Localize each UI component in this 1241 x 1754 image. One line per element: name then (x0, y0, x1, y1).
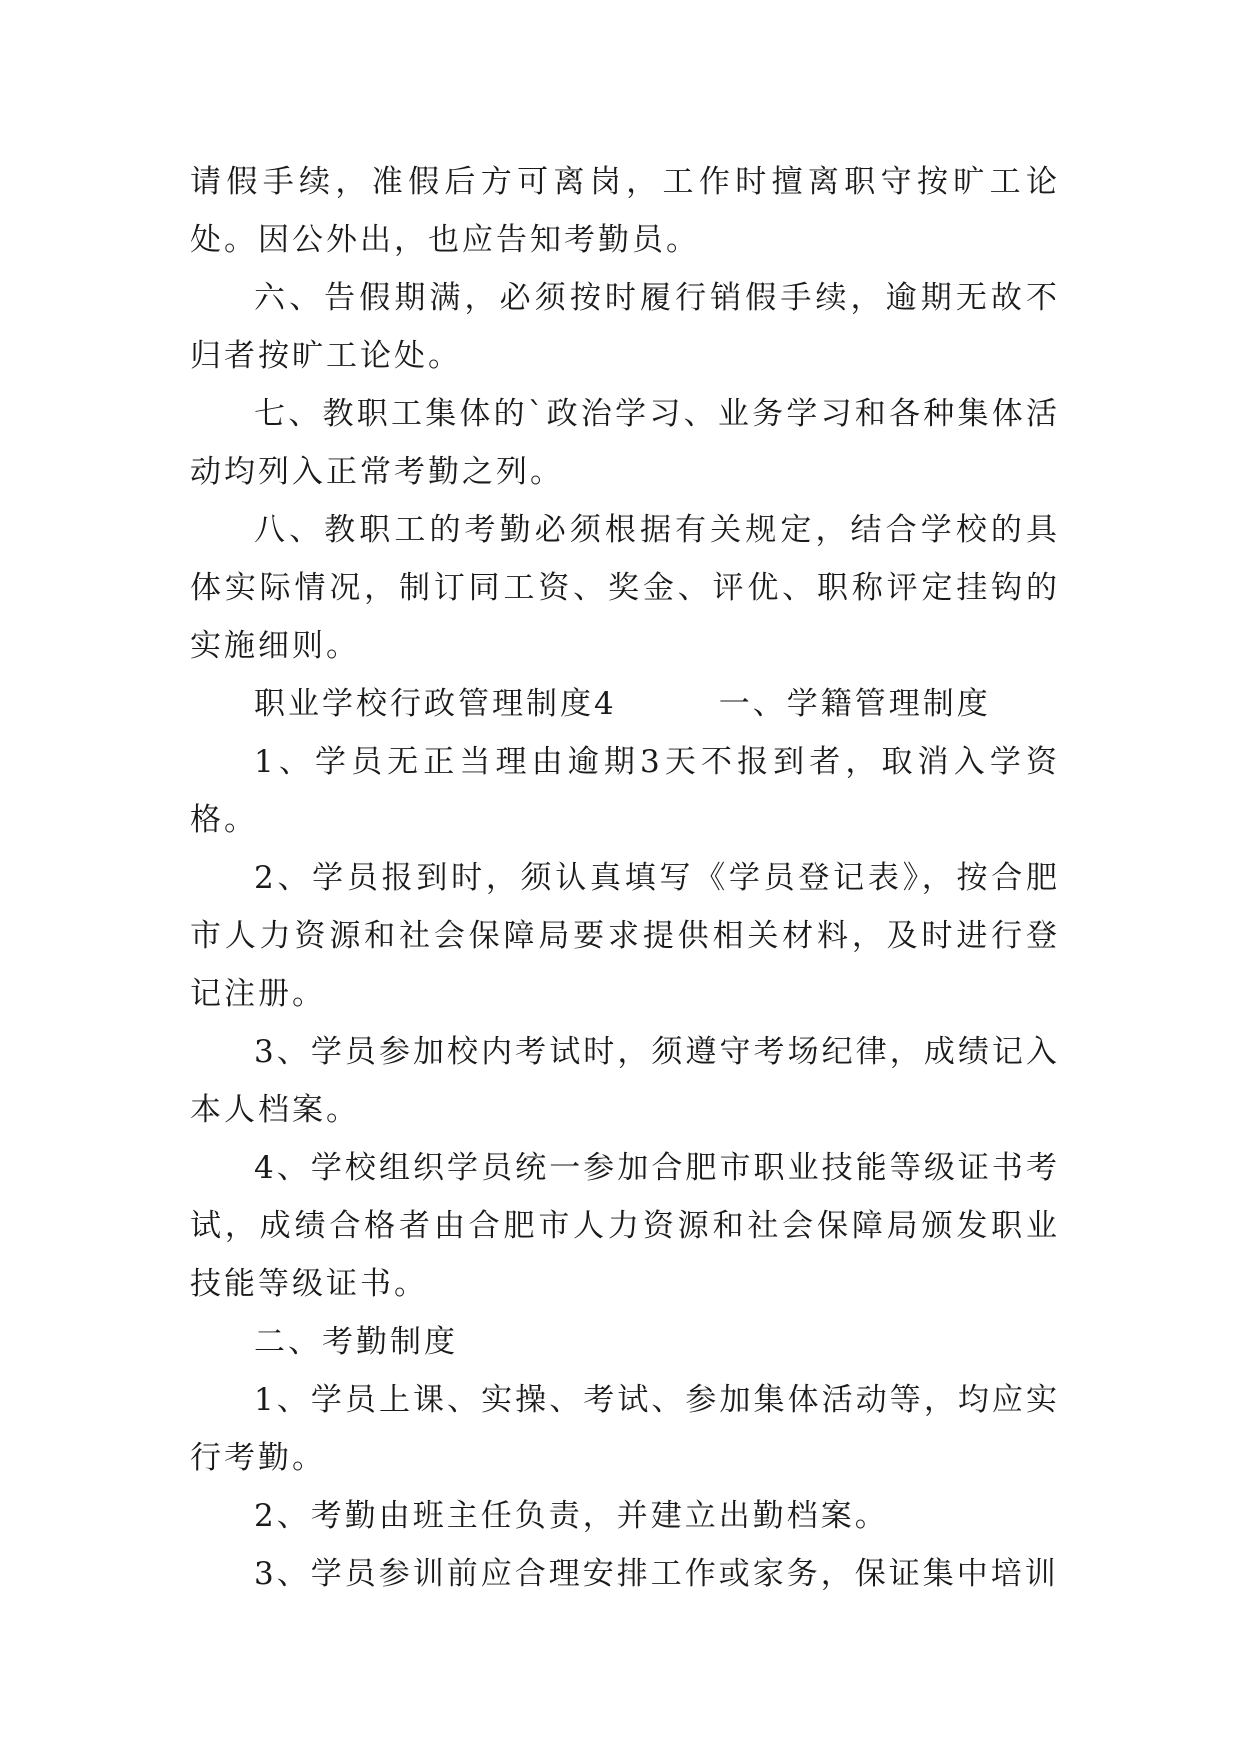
document-body (190, 153, 1060, 1603)
paragraph-leave-procedure: 请假手续，准假后方可离岗，工作时擅离职守按旷工论处。因公外出，也应告知考勤员。 (190, 164, 1060, 258)
paragraph-enrollment-2: 2、学员报到时，须认真填写《学员登记表》，按合肥市人力资源和社会保障局要求提供相关材料，及时进行登记注册。 (190, 860, 1060, 1012)
paragraph-enrollment-3: 3、学员参加校内考试时，须遵守考场纪律，成绩记入本人档案。 (190, 1034, 1060, 1128)
paragraph-item-7: 七、教职工集体的`政治学习、业务学习和各种集体活动均列入正常考勤之列。 (190, 396, 1060, 490)
paragraph-enrollment-4: 4、学校组织学员统一参加合肥市职业技能等级证书考试，成绩合格者由合肥市人力资源和社会保障局颁发职业技能等级证书。 (190, 1150, 1060, 1302)
paragraph-item-8: 八、教职工的考勤必须根据有关规定，结合学校的具体实际情况，制订同工资、奖金、评优、职称评定挂钩的实施细则。 (190, 512, 1060, 664)
section-heading-attendance: 二、考勤制度 (254, 1324, 458, 1360)
paragraph-attendance-1: 1、学员上课、实操、考试、参加集体活动等，均应实行考勤。 (190, 1382, 1060, 1476)
paragraph-enrollment-1: 1、学员无正当理由逾期3天不报到者，取消入学资格。 (190, 744, 1060, 838)
section-heading-enrollment: 职业学校行政管理制度4 一、学籍管理制度 (254, 686, 991, 722)
paragraph-item-6: 六、告假期满，必须按时履行销假手续，逾期无故不归者按旷工论处。 (190, 280, 1060, 374)
paragraph-attendance-3: 3、学员参训前应合理安排工作或家务，保证集中培训 (254, 1556, 1059, 1592)
paragraph-attendance-2: 2、考勤由班主任负责，并建立出勤档案。 (254, 1498, 889, 1534)
